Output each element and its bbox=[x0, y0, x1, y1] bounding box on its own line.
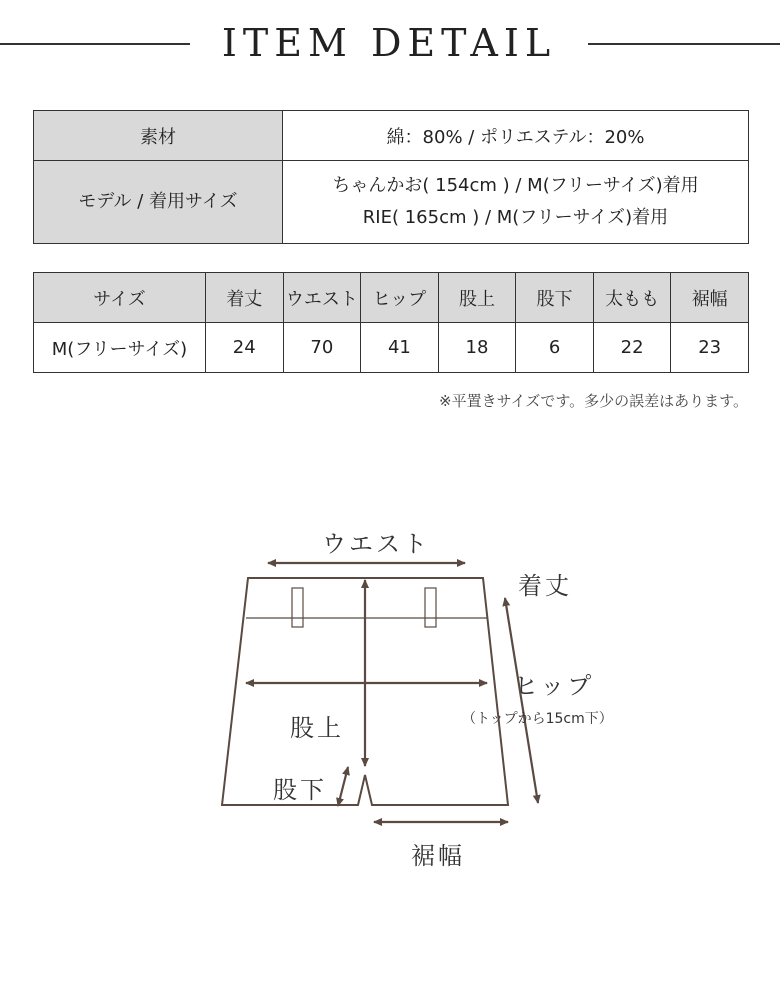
size-header-hip: ヒップ bbox=[361, 273, 439, 323]
hem-label: 裾幅 bbox=[411, 842, 465, 870]
model-size-label: モデル / 着用サイズ bbox=[34, 161, 283, 244]
size-header-hem: 裾幅 bbox=[671, 273, 749, 323]
size-header-length: 着丈 bbox=[205, 273, 283, 323]
size-header-size: サイズ bbox=[34, 273, 206, 323]
size-cell-hip: 41 bbox=[361, 323, 439, 373]
size-cell-length: 24 bbox=[205, 323, 283, 373]
shorts-measurement-diagram bbox=[0, 500, 780, 900]
model-size-line-1: ちゃんかお( 154cm ) / M(フリーサイズ)着用 bbox=[332, 175, 699, 196]
size-header-rise: 股上 bbox=[438, 273, 516, 323]
shorts-diagram-svg bbox=[0, 500, 780, 900]
material-value: 綿：80% / ポリエステル：20% bbox=[283, 111, 749, 161]
section-title: ITEM DETAIL bbox=[221, 21, 557, 65]
size-header-row bbox=[34, 273, 749, 323]
size-header-waist: ウエスト bbox=[283, 273, 361, 323]
size-cell-thigh: 22 bbox=[593, 323, 671, 373]
size-cell-rise: 18 bbox=[438, 323, 516, 373]
size-cell-size: M(フリーサイズ) bbox=[34, 323, 206, 373]
size-header-thigh: 太もも bbox=[593, 273, 671, 323]
model-size-line-2: RIE( 165cm ) / M(フリーサイズ)着用 bbox=[362, 207, 669, 228]
material-label: 素材 bbox=[34, 111, 283, 161]
model-size-value bbox=[283, 161, 749, 244]
inseam-label: 股下 bbox=[273, 776, 327, 804]
size-table bbox=[33, 272, 749, 373]
rise-label: 股上 bbox=[290, 714, 344, 742]
material-table bbox=[33, 110, 749, 244]
size-cell-hem: 23 bbox=[671, 323, 749, 373]
inseam-arrow bbox=[338, 767, 348, 806]
length-label: 着丈 bbox=[518, 572, 572, 600]
hip-note-label: （トップから15cm下） bbox=[462, 711, 613, 727]
header-rule-left bbox=[0, 43, 190, 45]
table-row bbox=[34, 323, 749, 373]
belt-loop-left bbox=[292, 588, 303, 627]
size-cell-waist: 70 bbox=[283, 323, 361, 373]
table-row bbox=[34, 111, 749, 161]
header-rule-right bbox=[588, 43, 780, 45]
waist-label: ウエスト bbox=[322, 530, 430, 558]
table-row bbox=[34, 161, 749, 244]
belt-loop-right bbox=[425, 588, 436, 627]
measurement-note: ※平置きサイズです。多少の誤差はあります。 bbox=[439, 392, 748, 410]
section-header bbox=[0, 18, 780, 68]
size-header-inseam: 股下 bbox=[516, 273, 594, 323]
hip-label: ヒップ bbox=[514, 672, 595, 700]
size-cell-inseam: 6 bbox=[516, 323, 594, 373]
